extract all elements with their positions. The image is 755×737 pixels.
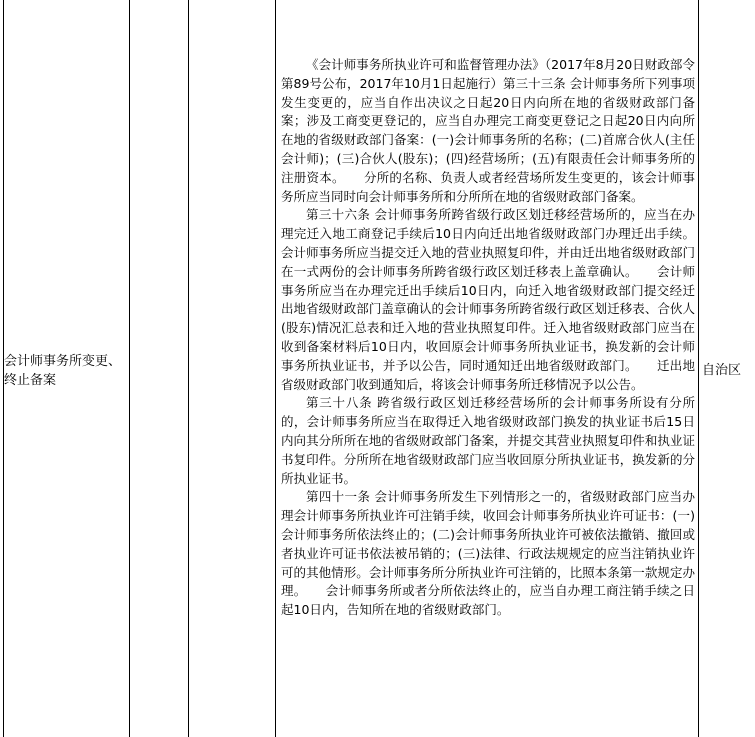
- column-divider: [188, 0, 189, 737]
- basis-paragraph: 第四十一条 会计师事务所发生下列情形之一的，省级财政部门应当办理会计师事务所执业许可注销手续，收回会计师事务所执业许可证书：(一)会计师事务所依法终止的；(二)会计师事务所执业许可被依法撤销、撤回或者执业许可证书依法被吊销的；(三)法律、行政法规规定的应当注销执业许可的其他情形。会计师事务所分所执业许可注销的，比照本条第一款规定办理。 会计师事务所或者分所依法终止的，应当自办理工商注销手续之日起10日内，告知所在地的省级财政部门。: [281, 489, 695, 618]
- level-cell: 自治区: [702, 363, 742, 378]
- column-divider: [129, 0, 130, 737]
- column-divider: [275, 0, 276, 737]
- column-divider: [698, 0, 699, 737]
- basis-paragraph: 《会计师事务所执业许可和监督管理办法》（2017年8月20日财政部令第89号公布，2017年10月1日起施行）第三十三条 会计师事务所下列事项发生变更的，应当自作出决议之日起20日内向所在地的省级财政部门备案；涉及工商变更登记的，应当自办理完工商变更登记之日起20日内向所在地的省级财政部门备案：(一)会计师事务所的名称；(二)首席合伙人(主任会计师)；(三)合伙人(股东)；(四)经营场所；(五)有限责任会计师事务所的注册资本。 分所的名称、负责人或者经营场所发生变更的，该会计师事务所应当同时向会计师事务所和分所所在地的省级财政部门备案。: [281, 57, 695, 204]
- item-name-cell: 会计师事务所变更、终止备案: [4, 354, 122, 388]
- basis-paragraph: 第三十六条 会计师事务所跨省级行政区划迁移经营场所的，应当在办理完迁入地工商登记手续后10日内向迁出地省级财政部门办理迁出手续。会计师事务所应当提交迁入地的营业执照复印件，并由迁出地省级财政部门在一式两份的会计师事务所跨省级行政区划迁移表上盖章确认。 会计师事务所应当在办理完迁出手续后10日内，向迁入地省级财政部门提交经迁出地省级财政部门盖章确认的会计师事务所跨省级行政区划迁移表、合伙人(股东)情况汇总表和迁入地的营业执照复印件。迁入地省级财政部门应当在收到备案材料后10日内，收回原会计师事务所执业证书，换发新的会计师事务所执业证书，并予以公告，同时通知迁出地省级财政部门。 迁出地省级财政部门收到通知后，将该会计师事务所迁移情况予以公告。: [281, 207, 695, 392]
- legal-basis-cell: [281, 56, 695, 620]
- basis-paragraph: 第三十八条 跨省级行政区划迁移经营场所的会计师事务所设有分所的，会计师事务所应当在取得迁入地省级财政部门换发的执业证书后15日内向其分所所在地的省级财政部门备案，并提交其营业执照复印件和执业证书复印件。分所所在地省级财政部门应当收回原分所执业证书，换发新的分所执业证书。: [281, 395, 695, 486]
